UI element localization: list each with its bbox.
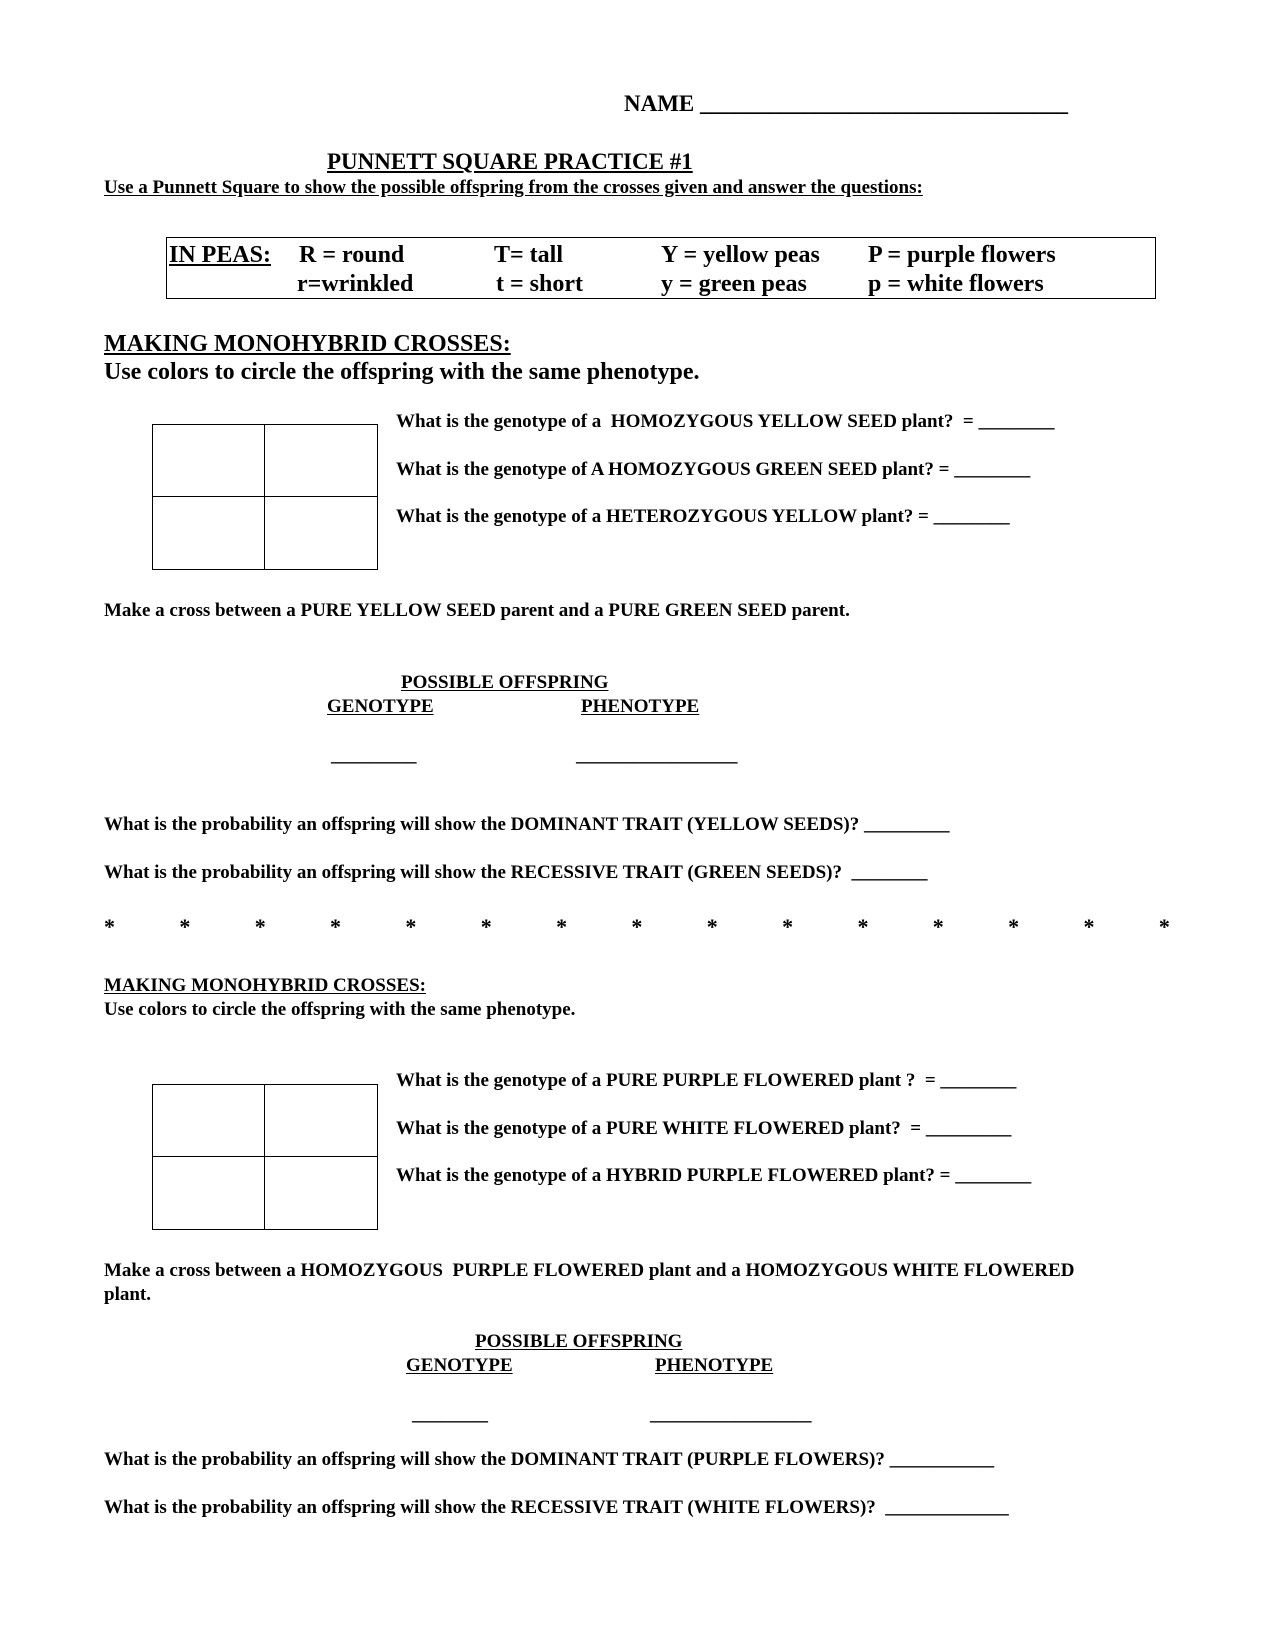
key-purple: P = purple flowers [868, 242, 1056, 268]
prob-recessive-1[interactable]: What is the probability an offspring will show the RECESSIVE TRAIT (GREEN SEEDS)? ________ [104, 862, 928, 883]
question-pure-purple[interactable]: What is the genotype of a PURE PURPLE FLOWERED plant ? = ________ [396, 1070, 1017, 1091]
key-short: t = short [496, 271, 583, 297]
question-homozygous-green[interactable]: What is the genotype of A HOMOZYGOUS GREEN SEED plant? = ________ [396, 459, 1031, 480]
punnett-square-1[interactable] [152, 424, 378, 570]
page-title: PUNNETT SQUARE PRACTICE #1 [327, 149, 693, 174]
genotype-blank-1[interactable]: _________ [331, 745, 417, 766]
offspring-heading-2: POSSIBLE OFFSPRING [475, 1331, 683, 1352]
key-wrinkled: r=wrinkled [297, 271, 414, 297]
star: * [480, 914, 492, 939]
star: * [1008, 914, 1020, 939]
star: * [706, 914, 718, 939]
star: * [631, 914, 643, 939]
star: * [782, 914, 794, 939]
phenotype-label-2: PHENOTYPE [655, 1355, 774, 1376]
key-tall: T= tall [494, 242, 564, 268]
offspring-heading-1: POSSIBLE OFFSPRING [401, 672, 609, 693]
question-hybrid-purple[interactable]: What is the genotype of a HYBRID PURPLE FLOWERED plant? = ________ [396, 1165, 1032, 1186]
phenotype-blank-2[interactable]: _________________ [650, 1404, 812, 1425]
star-divider [104, 914, 1170, 940]
section2-heading: MAKING MONOHYBRID CROSSES: [104, 975, 426, 996]
star: * [104, 914, 115, 939]
prob-recessive-2[interactable]: What is the probability an offspring will show the RECESSIVE TRAIT (WHITE FLOWERS)? _____________ [104, 1497, 1009, 1518]
star: * [330, 914, 342, 939]
star: * [405, 914, 417, 939]
star: * [857, 914, 869, 939]
section1-heading: MAKING MONOHYBRID CROSSES: [104, 331, 511, 357]
star: * [932, 914, 944, 939]
star: * [1158, 914, 1170, 939]
question-pure-white[interactable]: What is the genotype of a PURE WHITE FLOWERED plant? = _________ [396, 1118, 1012, 1139]
star: * [254, 914, 266, 939]
question-heterozygous-yellow[interactable]: What is the genotype of a HETEROZYGOUS YELLOW plant? = ________ [396, 506, 1010, 527]
genotype-blank-2[interactable]: ________ [412, 1404, 488, 1425]
instructions: Use a Punnett Square to show the possible offspring from the crosses given and answer the questions: [104, 177, 923, 198]
star: * [556, 914, 568, 939]
prob-dominant-1[interactable]: What is the probability an offspring will show the DOMINANT TRAIT (YELLOW SEEDS)? _________ [104, 814, 950, 835]
genotype-label-2: GENOTYPE [406, 1355, 513, 1376]
prob-dominant-2[interactable]: What is the probability an offspring will show the DOMINANT TRAIT (PURPLE FLOWERS)? ___________ [104, 1449, 995, 1470]
star: * [179, 914, 191, 939]
question-homozygous-yellow[interactable]: What is the genotype of a HOMOZYGOUS YELLOW SEED plant? = ________ [396, 411, 1055, 432]
phenotype-label-1: PHENOTYPE [581, 696, 700, 717]
key-round: R = round [299, 242, 405, 268]
cross-instruction-1: Make a cross between a PURE YELLOW SEED parent and a PURE GREEN SEED parent. [104, 600, 850, 621]
name-field[interactable]: NAME ________________________________ [624, 91, 1069, 116]
cross-instruction-2-cont: plant. [104, 1284, 151, 1305]
key-label: IN PEAS: [169, 242, 272, 268]
key-white: p = white flowers [868, 271, 1044, 297]
section2-subheading: Use colors to circle the offspring with the same phenotype. [104, 999, 576, 1020]
punnett-square-2[interactable] [152, 1084, 378, 1230]
key-green: y = green peas [661, 271, 807, 297]
section1-subheading: Use colors to circle the offspring with the same phenotype. [104, 359, 700, 385]
genotype-label-1: GENOTYPE [327, 696, 434, 717]
phenotype-blank-1[interactable]: _________________ [576, 745, 738, 766]
cross-instruction-2: Make a cross between a HOMOZYGOUS PURPLE FLOWERED plant and a HOMOZYGOUS WHITE FLOWERED [104, 1260, 1075, 1281]
key-yellow: Y = yellow peas [661, 242, 820, 268]
star: * [1083, 914, 1095, 939]
